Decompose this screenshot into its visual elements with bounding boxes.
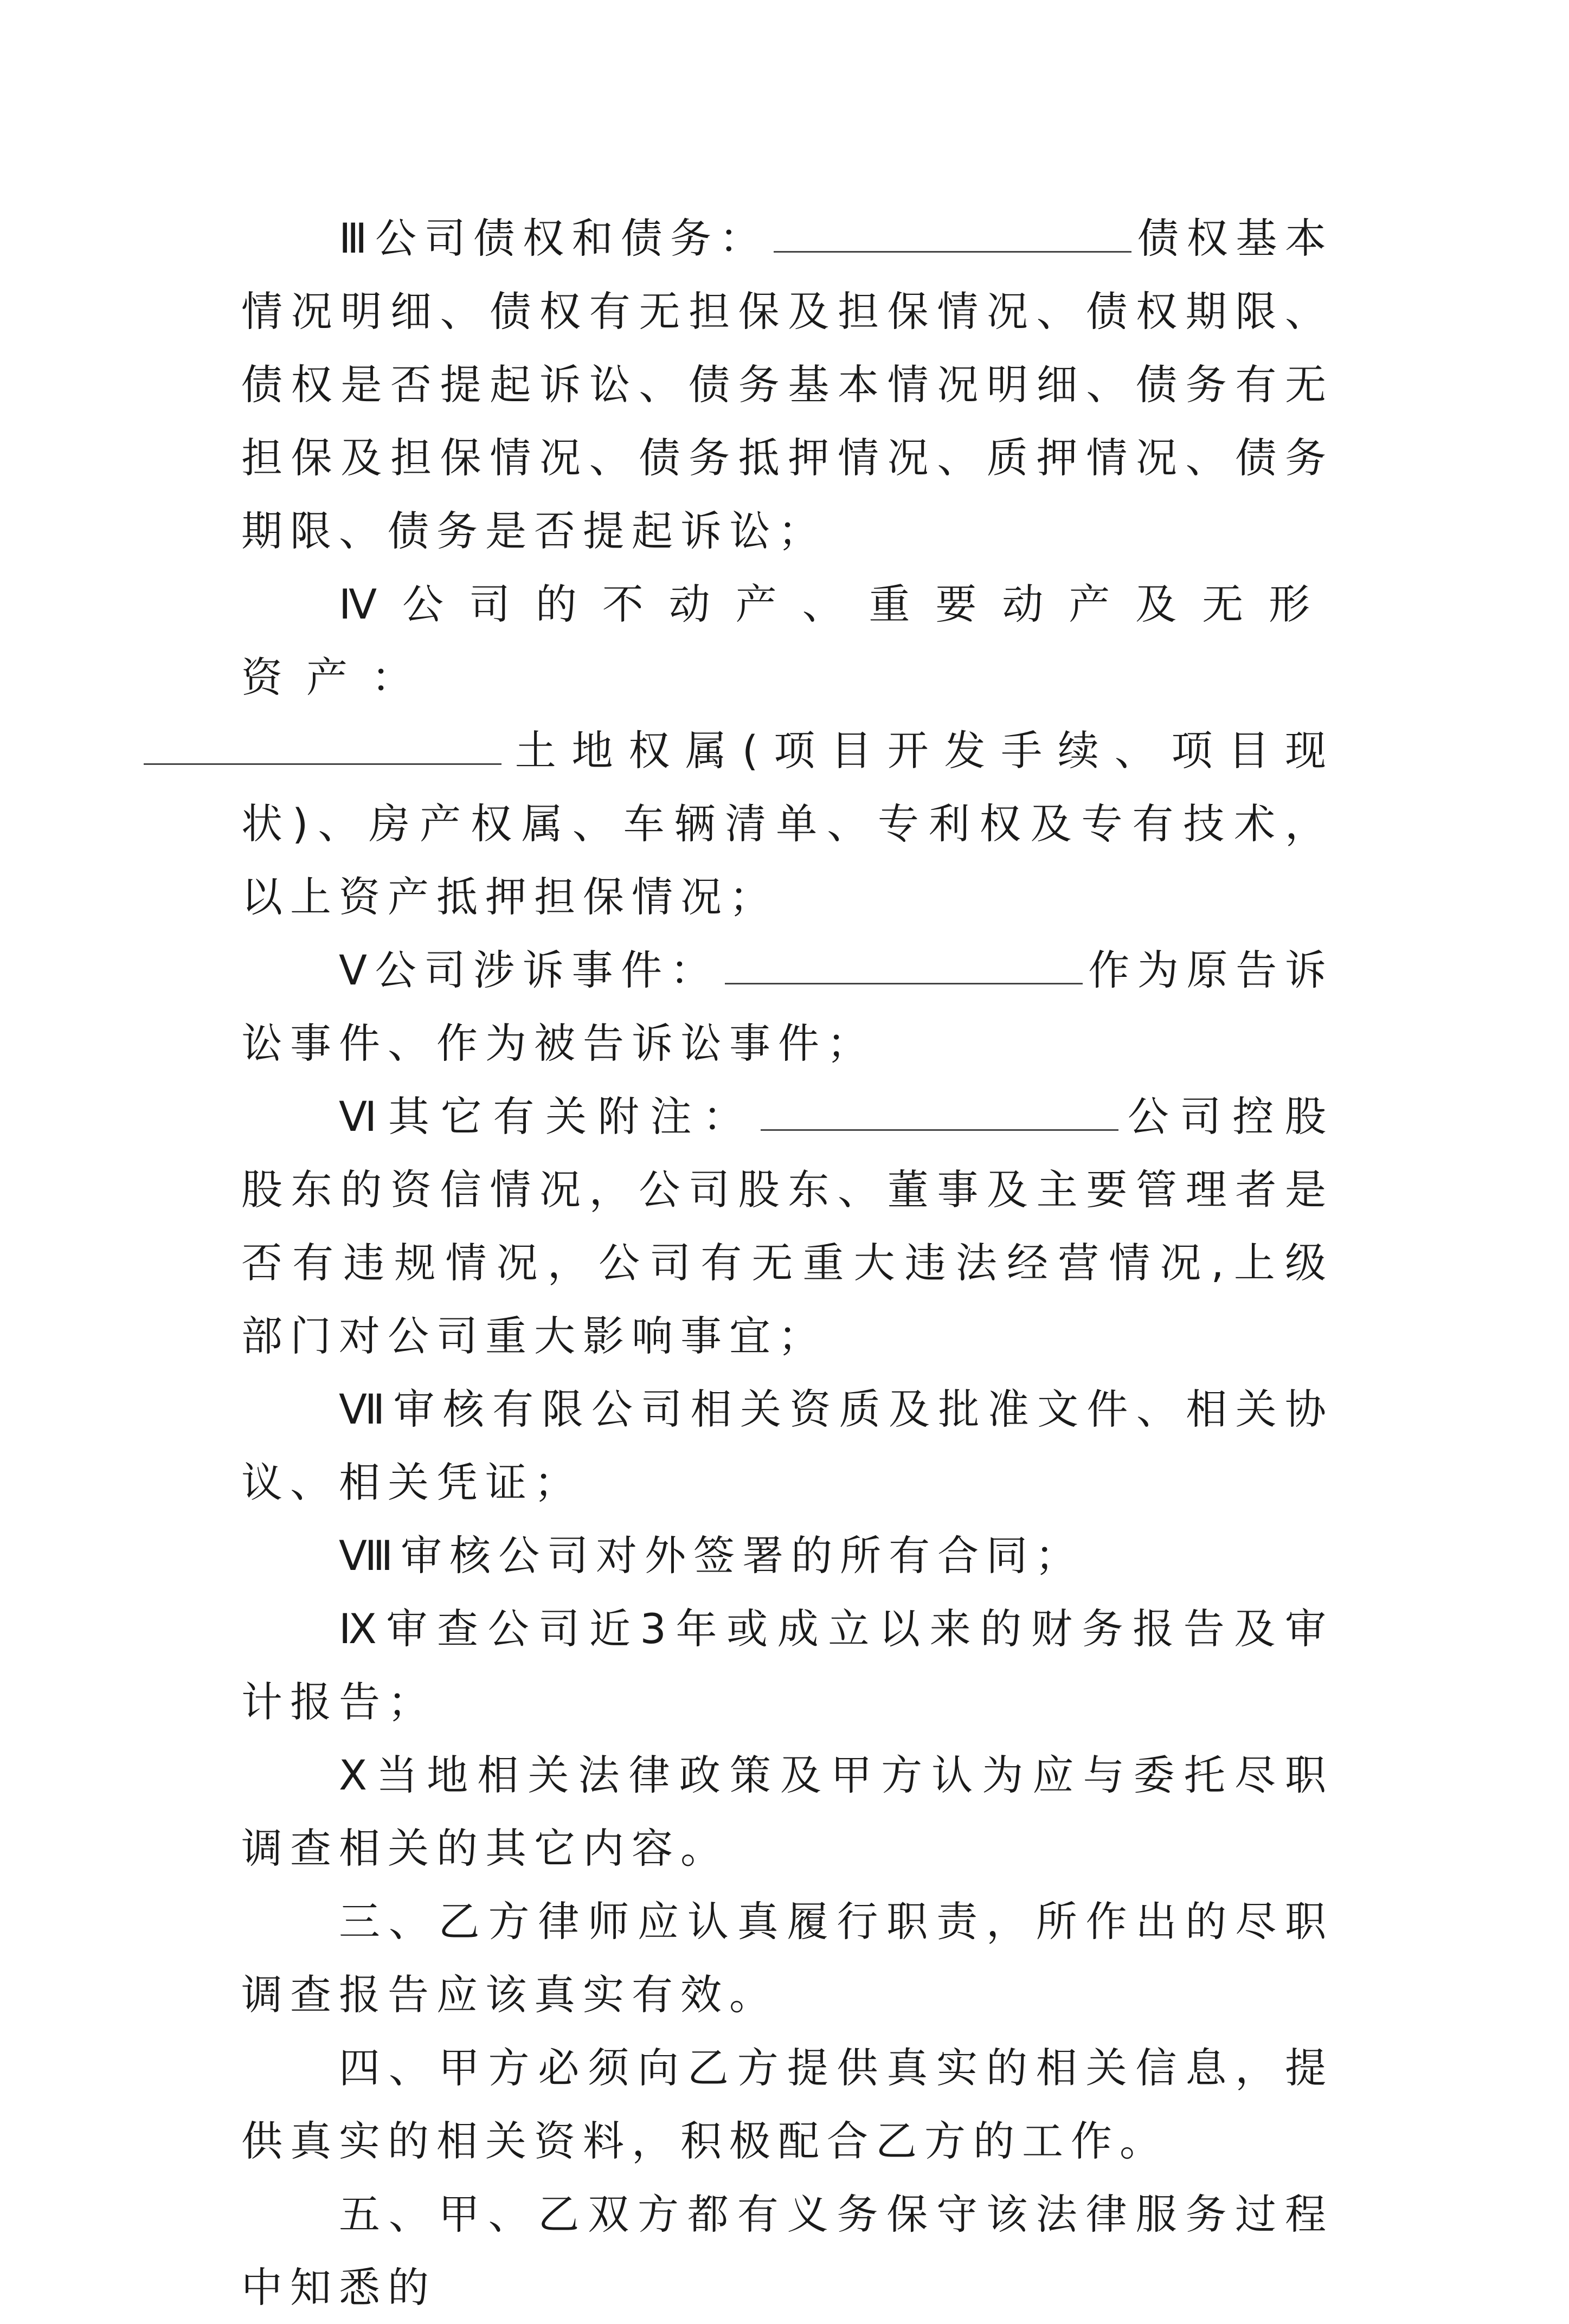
- paragraph-text: 土地权属(项目开发手续、项目现状)、房产权属、车辆清单、专利权及专有技术，以上资产抵押担保情况；: [241, 726, 1334, 921]
- paragraph-clause-five: 五、甲、乙双方都有义务保守该法律服务过程中知悉的: [241, 2190, 1334, 2312]
- document-body: [241, 202, 1334, 2324]
- paragraph-assets: [241, 568, 1334, 934]
- paragraph-text: 债权基本情况明细、债权有无担保及担保情况、债权期限、债权是否提起诉讼、债务基本情况明细、债务有无担保及担保情况、债务抵押情况、质押情况、债务期限、债务是否提起诉讼；: [241, 214, 1334, 555]
- paragraph-text: Ⅴ公司涉诉事件：: [339, 946, 719, 994]
- fill-in-blank[interactable]: [774, 213, 1131, 253]
- paragraph-notes: [241, 1080, 1334, 1373]
- paragraph-litigation: [241, 934, 1334, 1080]
- fill-in-blank[interactable]: [725, 945, 1083, 984]
- fill-in-blank[interactable]: [761, 1091, 1118, 1131]
- paragraph-text: 作为原告诉讼事件、作为被告诉讼事件；: [241, 946, 1334, 1067]
- paragraph-financial-review: Ⅸ审查公司近3年或成立以来的财务报告及审计报告；: [241, 1605, 1334, 1726]
- paragraph-text: 公司控股股东的资信情况，公司股东、董事及主要管理者是否有违规情况，公司有无重大违法经营情况,上级部门对公司重大影响事宜；: [241, 1092, 1334, 1360]
- paragraph-text: Ⅵ其它有关附注：: [339, 1092, 756, 1141]
- fill-in-blank[interactable]: [144, 725, 501, 765]
- paragraph-text: Ⅲ公司债权和债务：: [339, 214, 769, 262]
- paragraph-clause-three: 三、乙方律师应认真履行职责，所作出的尽职调查报告应该真实有效。: [241, 1897, 1334, 2019]
- paragraph-text: Ⅳ公司的不动产、重要动产及无形资产：: [241, 580, 1334, 701]
- paragraph-claims-debts: [241, 202, 1334, 568]
- paragraph-qualification-review: Ⅶ审核有限公司相关资质及批准文件、相关协议、相关凭证；: [241, 1385, 1334, 1507]
- paragraph-clause-four: 四、甲方必须向乙方提供真实的相关信息，提供真实的相关资料，积极配合乙方的工作。: [241, 2044, 1334, 2165]
- paragraph-local-policy: Ⅹ当地相关法律政策及甲方认为应与委托尽职调查相关的其它内容。: [241, 1751, 1334, 1872]
- paragraph-contract-review: Ⅷ审核公司对外签署的所有合同；: [339, 1531, 1084, 1580]
